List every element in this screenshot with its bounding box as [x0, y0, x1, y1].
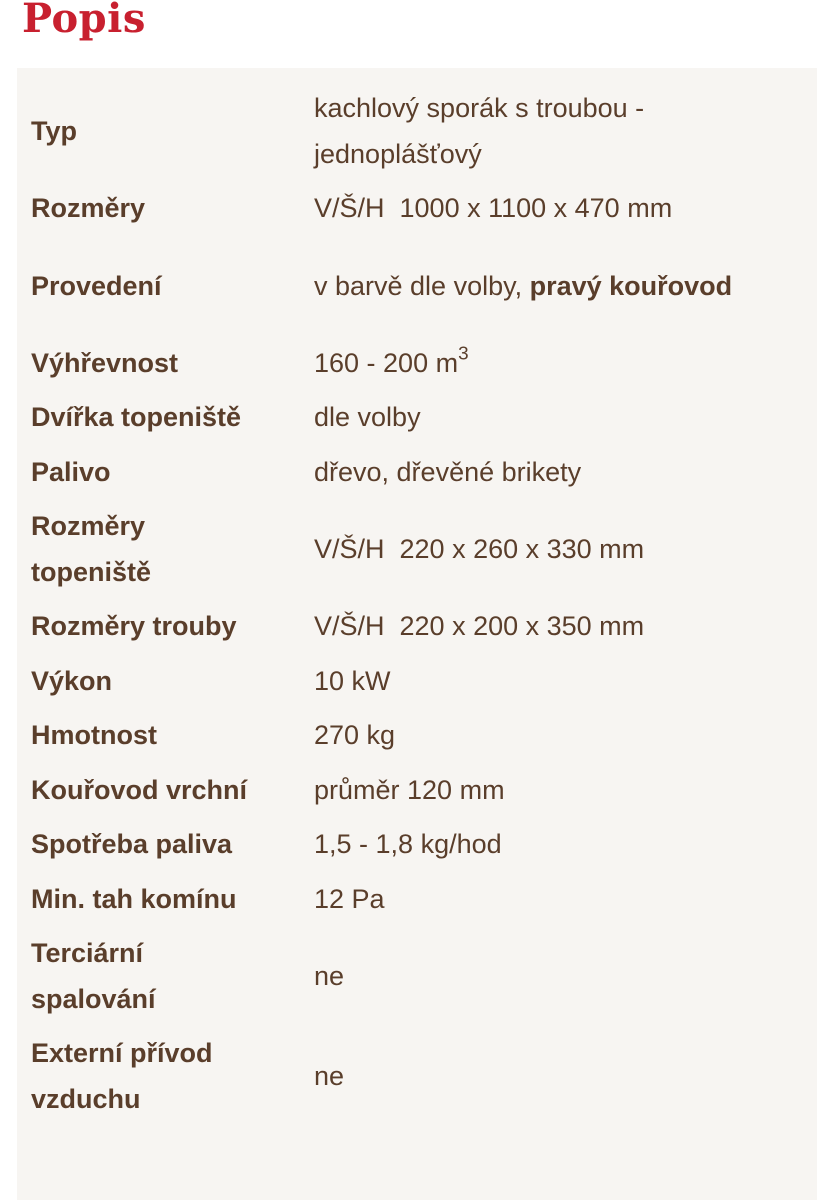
spec-row-rozmery-topeniste [17, 499, 817, 599]
spec-row-tah [17, 872, 817, 927]
spec-row-typ [17, 81, 817, 181]
spec-label: Min. tah komínu [31, 883, 237, 914]
spec-value: ne [314, 961, 345, 991]
spec-row-provedeni [17, 236, 817, 336]
spec-label: Výhřevnost [31, 347, 179, 378]
spec-value-text: 160 - 200 m [314, 347, 459, 378]
specs-table [17, 81, 817, 1126]
spec-row-vykon [17, 654, 817, 709]
spec-label: Palivo [31, 456, 111, 487]
spec-label: Externí přívod vzduchu [31, 1038, 213, 1114]
spec-value: V/Š/H 1000 x 1100 x 470 mm [314, 193, 673, 224]
spec-label: Dvířka topeniště [31, 402, 242, 433]
spec-value: 12 Pa [314, 883, 385, 914]
spec-value: dle volby [314, 402, 421, 433]
spec-label: Rozměry topeniště [31, 511, 152, 587]
spec-value: V/Š/H 220 x 260 x 330 mm [314, 534, 645, 564]
spec-value: V/Š/H 220 x 200 x 350 mm [314, 611, 645, 642]
spec-row-terciarni [17, 926, 817, 1026]
spec-label: Rozměry trouby [31, 611, 237, 642]
spec-label: Spotřeba paliva [31, 829, 233, 860]
spec-value [314, 336, 817, 391]
spec-value: průměr 120 mm [314, 774, 505, 805]
spec-label: Výkon [31, 665, 113, 696]
spec-row-rozmery-trouby [17, 599, 817, 654]
spec-value: 10 kW [314, 665, 391, 696]
spec-value-bold: pravý kouřovod [529, 270, 733, 301]
spec-value: ne [314, 1061, 345, 1091]
spec-row-vyhrevnost [17, 336, 817, 391]
page-title: Popis [22, 0, 146, 42]
spec-value: 270 kg [314, 720, 396, 751]
spec-label: Terciární spalování [31, 938, 156, 1014]
spec-value: kachlový sporák s troubou - jednoplášťový [314, 93, 645, 169]
spec-row-externi [17, 1026, 817, 1126]
spec-label: Typ [31, 116, 77, 146]
spec-value [314, 236, 817, 336]
spec-value-text: v barvě dle volby, [314, 270, 530, 301]
spec-row-dvirka [17, 390, 817, 445]
spec-label: Rozměry [31, 193, 146, 224]
spec-row-spotreba [17, 817, 817, 872]
spec-label: Kouřovod vrchní [31, 774, 248, 805]
spec-label: Provedení [31, 270, 162, 301]
spec-value: dřevo, dřevěné brikety [314, 456, 582, 487]
spec-value: 1,5 - 1,8 kg/hod [314, 829, 502, 860]
spec-label: Hmotnost [31, 720, 157, 751]
spec-row-rozmery [17, 181, 817, 236]
superscript: 3 [458, 343, 469, 365]
spec-row-kourovod [17, 763, 817, 818]
specs-panel [17, 68, 817, 1200]
spec-row-hmotnost [17, 708, 817, 763]
spec-row-palivo [17, 445, 817, 500]
